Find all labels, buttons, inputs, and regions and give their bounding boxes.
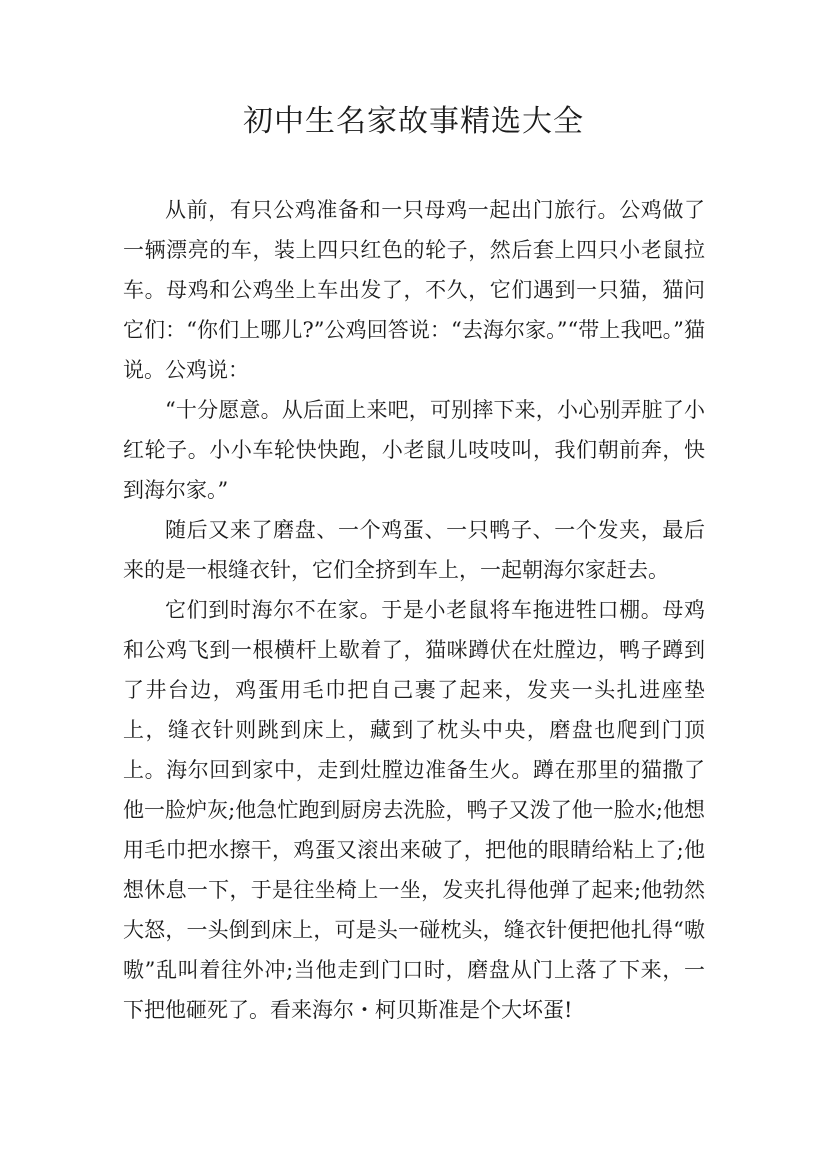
document-title: 初中生名家故事精选大全 (243, 104, 584, 139)
paragraph-4: 它们到时海尔不在家。于是小老鼠将车拖进牲口棚。母鸡和公鸡飞到一根横杆上歇着了，猫咪蹲伏在灶膛边，鸭子蹲到了井台边，鸡蛋用毛巾把自己裹了起来，发夹一头扎进座垫上，缝衣针则跳到床上，藏到了枕头中央，磨盘也爬到门顶上。海尔回到家中，走到灶膛边准备生火。蹲在那里的猫撒了他一脸炉灰;他急忙跑到厨房去洗脸，鸭子又泼了他一脸水;他想用毛巾把水擦干，鸡蛋又滚出来破了，把他的眼睛给粘上了;他想休息一下，于是往坐椅上一坐，发夹扎得他弹了起来;他勃然大怒，一头倒到床上，可是头一碰枕头，缝衣针便把他扎得“嗷嗷”乱叫着往外冲;当他走到门口时，磨盘从门上落了下来，一下把他砸死了。看来海尔・柯贝斯准是个大坏蛋! (123, 598, 705, 1022)
paragraph-2: “十分愿意。从后面上来吧，可别摔下来，小心别弄脏了小红轮子。小小车轮快快跑，小老鼠儿吱吱叫，我们朝前奔，快到海尔家。” (123, 398, 705, 502)
paragraph-1: 从前，有只公鸡准备和一只母鸡一起出门旅行。公鸡做了一辆漂亮的车，装上四只红色的轮子，然后套上四只小老鼠拉车。母鸡和公鸡坐上车出发了，不久，它们遇到一只猫，猫问它们：“你们上哪儿?”公鸡回答说：“去海尔家。”“带上我吧。”猫说。公鸡说： (123, 198, 705, 382)
document-body (123, 190, 705, 1030)
paragraph-3: 随后又来了磨盘、一个鸡蛋、一只鸭子、一个发夹，最后来的是一根缝衣针，它们全挤到车上，一起朝海尔家赶去。 (123, 518, 705, 582)
